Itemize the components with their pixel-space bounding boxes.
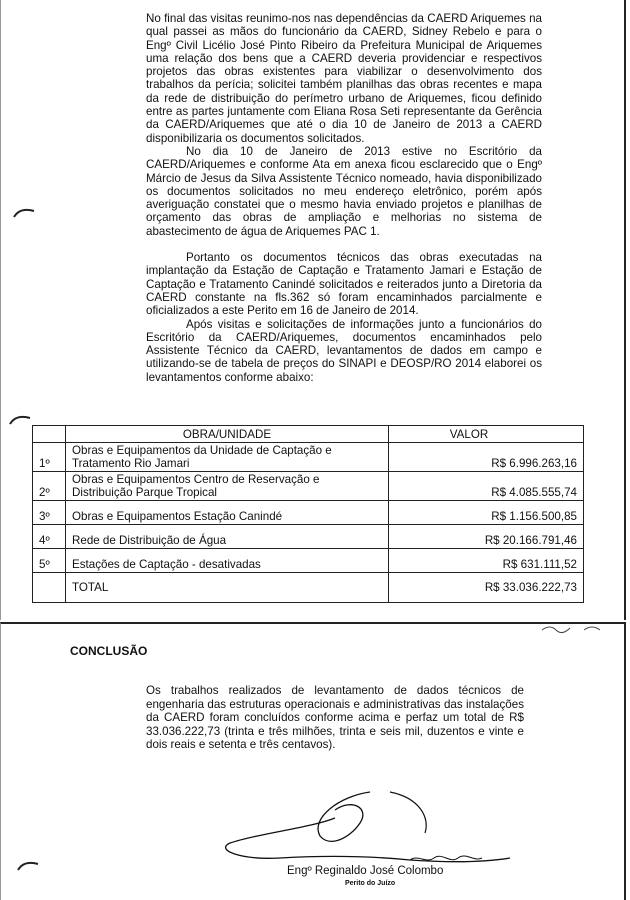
valuation-table: [32, 425, 584, 603]
conclusion-title: CONCLUSÃO: [70, 644, 148, 658]
table-row: [33, 472, 584, 501]
conclusion-text: Os trabalhos realizados de levantamento de dados técnicos de engenharia das estruturas operacionais e administrativas das instalações da CAERD foram concluídos conforme acima e perfaz um total de R$ 33.036.222,73 (trinta e três milhões, trinta e seis mil, duzentos e vinte e dois reais e setenta e três centavos).: [146, 684, 524, 751]
punch-hole-mark-icon: [16, 858, 40, 874]
row-description: Obras e Equipamentos Estação Canindé: [66, 501, 389, 525]
row-value: R$ 631.111,52: [389, 549, 584, 573]
paragraph-1: No final das visitas reunimo-nos nas dependências da CAERD Ariquemes na qual passei as mãos do funcionário da CAERD, Sidney Rebelo e para o Engº Civil Licélio José Pinto Ribeiro da Prefeitura Municipal de Ariquemes uma relação dos bens que a CAERD deveria providenciar e respectivos projetos das obras existentes para viabilizar o desenvolvimento dos trabalhos da perícia; solicitei também planilhas das obras recentes e mapa da rede de distribuição do perímetro urbano de Ariquemes, ficou definido entre as partes juntamente com Eliana Rosa Seti representante da Gerência da CAERD/Ariquemes que até o dia 10 de Janeiro de 2013 a CAERD disponibilizaria os documentos solicitados.: [146, 12, 542, 145]
table-header-row: [33, 426, 584, 443]
row-number: 4º: [33, 525, 66, 549]
row-value: R$ 1.156.500,85: [389, 501, 584, 525]
row-value: R$ 4.085.555,74: [389, 472, 584, 501]
handwritten-signature-icon: [220, 788, 520, 873]
paragraph-2: No dia 10 de Janeiro de 2013 estive no Escritório da CAERD/Ariquemes e conforme Ata em anexa ficou esclarecido que o Engº Márcio de Jesus da Silva Assistente Técnico nomeado, havia disponibilizado os documentos solicitados no meu endereço eletrônico, porém após averiguação constatei que o mesmo havia enviado projetos e planilhas de orçamento das obras de ampliação e melhorias no sistema de abastecimento de água de Ariquemes PAC 1.: [146, 144, 542, 238]
row-description: Estações de Captação - desativadas: [66, 549, 389, 573]
row-description: Obras e Equipamentos da Unidade de Captação e Tratamento Rio Jamari: [66, 443, 389, 472]
punch-hole-mark-icon: [12, 205, 36, 221]
paragraph-3: Portanto os documentos técnicos das obras executadas na implantação da Estação de Captação e Tratamento Jamari e Estação de Captação e Tratamento Canindé solicitados e reiterados junto a Diretoria da CAERD constante na fls.362 só foram encaminhados parcialmente e oficializados a este Perito em 16 de Janeiro de 2014.: [146, 251, 542, 318]
signer-name: Engº Reginaldo José Colombo: [287, 865, 444, 877]
table-row: [33, 501, 584, 525]
table-row: [33, 549, 584, 573]
row-description: Rede de Distribuição de Água: [66, 525, 389, 549]
scribble-mark-icon: [540, 622, 610, 634]
header-item: OBRA/UNIDADE: [66, 426, 389, 443]
table-total-row: [33, 573, 584, 603]
paragraph-4: Após visitas e solicitações de informações junto a funcionários do Escritório da CAERD/Ariquemes, documentos encaminhados pelo Assistente Técnico da CAERD, levantamentos de dados em campo e utilizando-se de tabela de preços do SINAPI e DEOSP/RO 2014 elaborei os levantamentos conforme abaixo:: [146, 317, 542, 384]
report-body-text: [146, 12, 542, 384]
table-row: [33, 443, 584, 472]
header-value: VALOR: [389, 426, 584, 443]
row-value: R$ 20.166.791,46: [389, 525, 584, 549]
row-value: R$ 6.996.263,16: [389, 443, 584, 472]
punch-hole-mark-icon: [8, 412, 32, 428]
table-row: [33, 525, 584, 549]
total-value: R$ 33.036.222,73: [389, 573, 584, 603]
row-number: 2º: [33, 472, 66, 501]
row-number: 3º: [33, 501, 66, 525]
signer-role: Perito do Juízo: [345, 880, 396, 887]
row-number: 5º: [33, 549, 66, 573]
row-description: Obras e Equipamentos Centro de Reservação e Distribuição Parque Tropical: [66, 472, 389, 501]
total-label: TOTAL: [66, 573, 389, 603]
row-number: 1º: [33, 443, 66, 472]
